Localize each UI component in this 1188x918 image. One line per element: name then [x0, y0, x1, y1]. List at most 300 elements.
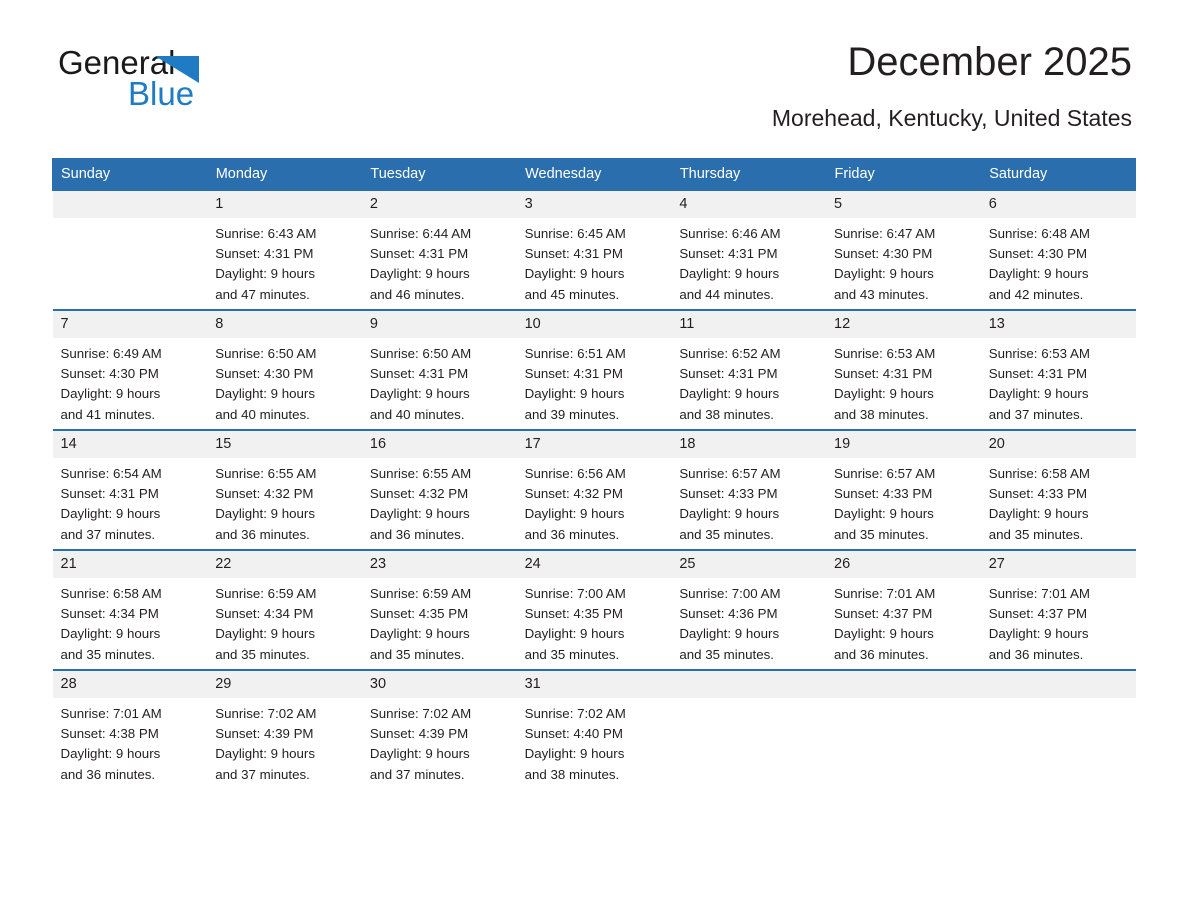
- daylight-text: Daylight: 9 hours: [679, 506, 780, 522]
- sunset-text: Sunset: 4:34 PM: [60, 606, 159, 622]
- day-cell-inner: [826, 311, 981, 429]
- daylight-text: Daylight: 9 hours: [834, 266, 934, 282]
- daylight-text: Daylight: 9 hours: [369, 266, 470, 282]
- calendar-weekday-header: [53, 159, 1136, 191]
- daylight-text: Daylight: 9 hours: [215, 626, 315, 642]
- day-sun-info: [981, 578, 1136, 665]
- calendar-day-cell[interactable]: [362, 430, 517, 550]
- day-number-band: [981, 671, 1136, 698]
- day-number: 10: [524, 316, 541, 332]
- day-cell-inner: [671, 431, 826, 549]
- day-number-band: [826, 671, 981, 698]
- sunset-text: Sunset: 4:39 PM: [369, 726, 469, 742]
- day-number-band: [517, 551, 672, 578]
- day-sun-info: [826, 578, 981, 665]
- day-sun-info: [207, 458, 362, 545]
- sunrise-text: Sunrise: 7:01 AM: [834, 586, 936, 601]
- day-number-band: [671, 311, 826, 338]
- daylight-text-cont: and 35 minutes.: [369, 646, 465, 662]
- calendar-day-cell[interactable]: [981, 310, 1136, 430]
- day-sun-info: [53, 698, 208, 785]
- daylight-text-cont: and 35 minutes.: [524, 646, 620, 662]
- calendar-empty-cell: [826, 670, 981, 789]
- sunset-text: Sunset: 4:30 PM: [988, 246, 1088, 262]
- daylight-text: Daylight: 9 hours: [215, 746, 315, 762]
- day-cell-inner: [517, 671, 672, 789]
- day-number: [981, 671, 1136, 676]
- day-cell-inner: [826, 431, 981, 549]
- blue-triangle-flag-icon: [155, 56, 199, 83]
- day-number: 27: [988, 556, 1005, 572]
- day-number: 8: [215, 316, 224, 332]
- day-sun-info: [517, 698, 672, 785]
- daylight-text: Daylight: 9 hours: [60, 386, 161, 402]
- sunset-text: Sunset: 4:30 PM: [60, 366, 159, 382]
- sunset-text: Sunset: 4:30 PM: [834, 246, 933, 262]
- sunset-text: Sunset: 4:33 PM: [988, 486, 1088, 502]
- day-sun-info: [517, 578, 672, 665]
- sunrise-text: Sunrise: 6:43 AM: [215, 226, 317, 241]
- day-sun-info: [981, 218, 1136, 305]
- day-sun-info: [362, 458, 517, 545]
- day-number-band: [826, 431, 981, 458]
- calendar-day-cell[interactable]: [53, 430, 208, 550]
- daylight-text-cont: and 42 minutes.: [988, 286, 1084, 302]
- daylight-text-cont: and 41 minutes.: [60, 406, 156, 422]
- sunrise-text: Sunrise: 6:51 AM: [524, 346, 626, 361]
- daylight-text: Daylight: 9 hours: [988, 266, 1089, 282]
- sunrise-text: Sunrise: 6:46 AM: [679, 226, 781, 241]
- day-cell-inner: [826, 551, 981, 669]
- day-number: 17: [524, 436, 541, 452]
- sunrise-text: Sunrise: 6:53 AM: [834, 346, 936, 361]
- day-number: 3: [524, 196, 533, 212]
- daylight-text: Daylight: 9 hours: [524, 266, 625, 282]
- day-cell-inner: [671, 551, 826, 669]
- daylight-text-cont: and 38 minutes.: [679, 406, 774, 422]
- day-number: 18: [679, 436, 696, 452]
- calendar-day-cell[interactable]: [517, 190, 672, 310]
- sunset-text: Sunset: 4:31 PM: [679, 246, 778, 262]
- daylight-text-cont: and 35 minutes.: [834, 526, 929, 542]
- day-sun-info: [53, 578, 208, 665]
- day-number: 9: [369, 316, 378, 332]
- day-number-band: [981, 431, 1136, 458]
- sunrise-text: Sunrise: 6:47 AM: [834, 226, 936, 241]
- day-sun-info: [671, 218, 826, 305]
- day-cell-inner: [671, 311, 826, 429]
- day-number: 1: [215, 196, 224, 212]
- calendar-empty-cell: [981, 670, 1136, 789]
- sunset-text: Sunset: 4:31 PM: [524, 366, 623, 382]
- daylight-text: Daylight: 9 hours: [988, 626, 1089, 642]
- daylight-text-cont: and 36 minutes.: [215, 526, 310, 542]
- day-sun-info: [826, 458, 981, 545]
- daylight-text: Daylight: 9 hours: [524, 386, 625, 402]
- sunrise-text: Sunrise: 6:57 AM: [834, 466, 936, 481]
- day-number-band: [207, 551, 362, 578]
- calendar-day-cell[interactable]: [826, 190, 981, 310]
- daylight-text-cont: and 37 minutes.: [988, 406, 1084, 422]
- day-number: [671, 671, 826, 676]
- daylight-text-cont: and 36 minutes.: [60, 766, 156, 782]
- daylight-text: Daylight: 9 hours: [834, 506, 934, 522]
- daylight-text-cont: and 46 minutes.: [369, 286, 465, 302]
- sunrise-text: Sunrise: 7:01 AM: [988, 586, 1090, 601]
- daylight-text-cont: and 37 minutes.: [369, 766, 465, 782]
- calendar-week-row: [53, 190, 1136, 310]
- day-number-band: [53, 671, 208, 698]
- day-number-band: [517, 311, 672, 338]
- sunrise-text: Sunrise: 6:50 AM: [369, 346, 472, 361]
- day-sun-info: [826, 338, 981, 425]
- weekday-thursday: Thursday: [671, 159, 826, 191]
- sunrise-text: Sunrise: 7:02 AM: [369, 706, 472, 721]
- day-cell-inner: [362, 671, 517, 789]
- day-sun-info: [53, 338, 208, 425]
- sunset-text: Sunset: 4:31 PM: [524, 246, 623, 262]
- day-cell-inner: [53, 191, 208, 309]
- day-number-band: [362, 551, 517, 578]
- sunrise-text: Sunrise: 6:56 AM: [524, 466, 626, 481]
- calendar-day-cell[interactable]: [981, 190, 1136, 310]
- calendar-week-row: [53, 430, 1136, 550]
- calendar-day-cell[interactable]: [362, 670, 517, 789]
- daylight-text: Daylight: 9 hours: [679, 386, 780, 402]
- day-number: 30: [369, 676, 387, 692]
- sunrise-text: Sunrise: 6:54 AM: [60, 466, 162, 481]
- sunrise-text: Sunrise: 6:59 AM: [215, 586, 317, 601]
- calendar-day-cell[interactable]: [517, 430, 672, 550]
- calendar-day-cell[interactable]: [826, 310, 981, 430]
- daylight-text: Daylight: 9 hours: [60, 746, 161, 762]
- sunrise-text: Sunrise: 6:58 AM: [60, 586, 162, 601]
- day-cell-inner: [517, 551, 672, 669]
- day-number: 6: [988, 196, 997, 212]
- daylight-text: Daylight: 9 hours: [988, 506, 1089, 522]
- calendar-day-cell[interactable]: [53, 550, 208, 670]
- daylight-text-cont: and 35 minutes.: [988, 526, 1084, 542]
- sunset-text: Sunset: 4:31 PM: [369, 366, 469, 382]
- day-sun-info: [517, 458, 672, 545]
- day-sun-info: [362, 698, 517, 785]
- day-number-band: [671, 671, 826, 698]
- day-number: 2: [369, 196, 378, 212]
- calendar-day-cell[interactable]: [517, 550, 672, 670]
- sunset-text: Sunset: 4:36 PM: [679, 606, 778, 622]
- day-cell-inner: [362, 551, 517, 669]
- sunset-text: Sunset: 4:33 PM: [834, 486, 933, 502]
- sunrise-text: Sunrise: 6:44 AM: [369, 226, 472, 241]
- day-number-band: [53, 311, 208, 338]
- day-number-band: [671, 551, 826, 578]
- sunrise-text: Sunrise: 6:57 AM: [679, 466, 781, 481]
- logo-text-blue: Blue: [128, 75, 195, 112]
- calendar-day-cell[interactable]: [207, 190, 362, 310]
- day-number-band: [517, 191, 672, 218]
- daylight-text-cont: and 36 minutes.: [834, 646, 929, 662]
- weekday-monday: Monday: [207, 159, 362, 191]
- daylight-text-cont: and 36 minutes.: [988, 646, 1084, 662]
- weekday-sunday: Sunday: [53, 159, 208, 191]
- day-number: 13: [988, 316, 1005, 332]
- daylight-text-cont: and 45 minutes.: [524, 286, 620, 302]
- sunrise-text: Sunrise: 6:49 AM: [60, 346, 162, 361]
- day-number: 26: [834, 556, 851, 572]
- calendar-day-cell[interactable]: [826, 550, 981, 670]
- daylight-text: Daylight: 9 hours: [834, 386, 934, 402]
- calendar-day-cell[interactable]: [671, 310, 826, 430]
- calendar-day-cell[interactable]: [671, 550, 826, 670]
- weekday-friday: Friday: [826, 159, 981, 191]
- daylight-text: Daylight: 9 hours: [679, 266, 780, 282]
- day-number-band: [53, 551, 208, 578]
- sunset-text: Sunset: 4:35 PM: [524, 606, 623, 622]
- day-sun-info: [362, 218, 517, 305]
- day-cell-inner: [362, 431, 517, 549]
- daylight-text-cont: and 35 minutes.: [215, 646, 310, 662]
- daylight-text: Daylight: 9 hours: [369, 746, 470, 762]
- daylight-text: Daylight: 9 hours: [524, 746, 625, 762]
- day-sun-info: [981, 458, 1136, 545]
- calendar-day-cell[interactable]: [207, 550, 362, 670]
- day-number: [826, 671, 981, 676]
- calendar-week-row: [53, 670, 1136, 789]
- day-cell-inner: [207, 191, 362, 309]
- sunset-text: Sunset: 4:35 PM: [369, 606, 469, 622]
- daylight-text: Daylight: 9 hours: [834, 626, 934, 642]
- sunrise-text: Sunrise: 7:01 AM: [60, 706, 162, 721]
- daylight-text-cont: and 37 minutes.: [215, 766, 310, 782]
- day-number-band: [826, 551, 981, 578]
- sunset-text: Sunset: 4:31 PM: [679, 366, 778, 382]
- day-cell-inner: [671, 671, 826, 789]
- sunrise-text: Sunrise: 7:02 AM: [215, 706, 317, 721]
- daylight-text-cont: and 36 minutes.: [369, 526, 465, 542]
- day-number-band: [826, 311, 981, 338]
- daylight-text-cont: and 43 minutes.: [834, 286, 929, 302]
- day-cell-inner: [826, 671, 981, 789]
- daylight-text: Daylight: 9 hours: [215, 266, 315, 282]
- day-number: 28: [60, 676, 77, 692]
- day-cell-inner: [207, 431, 362, 549]
- day-number: 23: [369, 556, 387, 572]
- day-cell-inner: [207, 551, 362, 669]
- calendar-week-row: [53, 310, 1136, 430]
- sunset-text: Sunset: 4:37 PM: [834, 606, 933, 622]
- day-number-band: [362, 671, 517, 698]
- daylight-text: Daylight: 9 hours: [988, 386, 1089, 402]
- day-cell-inner: [362, 191, 517, 309]
- day-cell-inner: [362, 311, 517, 429]
- day-number: 29: [215, 676, 232, 692]
- day-number-band: [207, 311, 362, 338]
- sunrise-text: Sunrise: 7:02 AM: [524, 706, 626, 721]
- day-cell-inner: [207, 311, 362, 429]
- sunrise-text: Sunrise: 6:50 AM: [215, 346, 317, 361]
- day-number-band: [981, 551, 1136, 578]
- day-number: 19: [834, 436, 851, 452]
- logo-text-general: General: [58, 44, 176, 81]
- day-cell-inner: [981, 311, 1136, 429]
- sunset-text: Sunset: 4:39 PM: [215, 726, 314, 742]
- calendar-day-cell[interactable]: [207, 430, 362, 550]
- sunset-text: Sunset: 4:32 PM: [524, 486, 623, 502]
- sunset-text: Sunset: 4:40 PM: [524, 726, 623, 742]
- calendar-day-cell[interactable]: [53, 310, 208, 430]
- day-number: 22: [215, 556, 232, 572]
- day-number-band: [362, 431, 517, 458]
- day-sun-info: [362, 578, 517, 665]
- daylight-text-cont: and 38 minutes.: [834, 406, 929, 422]
- generalblue-logo: [58, 46, 318, 112]
- day-number-band: [981, 191, 1136, 218]
- daylight-text: Daylight: 9 hours: [215, 386, 315, 402]
- sunrise-text: Sunrise: 7:00 AM: [679, 586, 781, 601]
- sunset-text: Sunset: 4:38 PM: [60, 726, 159, 742]
- day-number: 31: [524, 676, 541, 692]
- calendar-day-cell[interactable]: [826, 430, 981, 550]
- day-cell-inner: [671, 191, 826, 309]
- day-number-band: [53, 431, 208, 458]
- day-sun-info: [207, 338, 362, 425]
- day-cell-inner: [53, 431, 208, 549]
- day-sun-info: [207, 578, 362, 665]
- day-sun-info: [517, 218, 672, 305]
- calendar-day-cell[interactable]: [517, 670, 672, 789]
- day-sun-info: [671, 578, 826, 665]
- weekday-tuesday: Tuesday: [362, 159, 517, 191]
- day-number: 15: [215, 436, 232, 452]
- calendar-day-cell[interactable]: [671, 430, 826, 550]
- sunrise-text: Sunrise: 7:00 AM: [524, 586, 626, 601]
- day-number-band: [517, 431, 672, 458]
- daylight-text-cont: and 38 minutes.: [524, 766, 620, 782]
- daylight-text: Daylight: 9 hours: [60, 626, 161, 642]
- sunrise-text: Sunrise: 6:59 AM: [369, 586, 472, 601]
- day-cell-inner: [517, 431, 672, 549]
- daylight-text-cont: and 35 minutes.: [60, 646, 156, 662]
- sunset-text: Sunset: 4:31 PM: [834, 366, 933, 382]
- calendar-table: [52, 158, 1136, 789]
- page-title: December 2025: [847, 40, 1132, 84]
- calendar-empty-cell: [53, 190, 208, 310]
- sunset-text: Sunset: 4:33 PM: [679, 486, 778, 502]
- sunset-text: Sunset: 4:30 PM: [215, 366, 314, 382]
- day-number-band: [207, 191, 362, 218]
- daylight-text-cont: and 36 minutes.: [524, 526, 620, 542]
- day-cell-inner: [53, 311, 208, 429]
- day-number-band: [671, 431, 826, 458]
- day-number-band: [517, 671, 672, 698]
- calendar-day-cell[interactable]: [362, 550, 517, 670]
- day-number: 5: [834, 196, 843, 212]
- day-cell-inner: [53, 671, 208, 789]
- day-number: 20: [988, 436, 1005, 452]
- calendar-week-row: [53, 550, 1136, 670]
- sunrise-text: Sunrise: 6:52 AM: [679, 346, 781, 361]
- daylight-text: Daylight: 9 hours: [524, 506, 625, 522]
- day-sun-info: [362, 338, 517, 425]
- daylight-text-cont: and 40 minutes.: [215, 406, 310, 422]
- day-number: 4: [679, 196, 688, 212]
- day-number: 21: [60, 556, 77, 572]
- day-number: [53, 191, 208, 196]
- day-cell-inner: [53, 551, 208, 669]
- calendar-day-cell[interactable]: [671, 190, 826, 310]
- day-sun-info: [671, 338, 826, 425]
- day-number: 25: [679, 556, 696, 572]
- day-number: 12: [834, 316, 851, 332]
- day-number-band: [207, 431, 362, 458]
- daylight-text-cont: and 39 minutes.: [524, 406, 620, 422]
- day-cell-inner: [981, 551, 1136, 669]
- calendar-day-cell[interactable]: [362, 310, 517, 430]
- sunrise-text: Sunrise: 6:45 AM: [524, 226, 626, 241]
- sunrise-text: Sunrise: 6:55 AM: [369, 466, 472, 481]
- daylight-text: Daylight: 9 hours: [215, 506, 315, 522]
- daylight-text-cont: and 40 minutes.: [369, 406, 465, 422]
- calendar-day-cell[interactable]: [981, 550, 1136, 670]
- daylight-text-cont: and 35 minutes.: [679, 646, 774, 662]
- day-number-band: [671, 191, 826, 218]
- sunrise-text: Sunrise: 6:55 AM: [215, 466, 317, 481]
- sunset-text: Sunset: 4:32 PM: [369, 486, 469, 502]
- day-cell-inner: [981, 671, 1136, 789]
- day-number-band: [826, 191, 981, 218]
- day-cell-inner: [517, 191, 672, 309]
- daylight-text: Daylight: 9 hours: [369, 626, 470, 642]
- daylight-text: Daylight: 9 hours: [369, 506, 470, 522]
- sunset-text: Sunset: 4:31 PM: [369, 246, 469, 262]
- daylight-text: Daylight: 9 hours: [60, 506, 161, 522]
- calendar-day-cell[interactable]: [207, 670, 362, 789]
- sunset-text: Sunset: 4:32 PM: [215, 486, 314, 502]
- calendar-day-cell[interactable]: [517, 310, 672, 430]
- sunset-text: Sunset: 4:34 PM: [215, 606, 314, 622]
- day-cell-inner: [207, 671, 362, 789]
- calendar-day-cell[interactable]: [53, 670, 208, 789]
- daylight-text-cont: and 35 minutes.: [679, 526, 774, 542]
- weekday-wednesday: Wednesday: [517, 159, 672, 191]
- calendar-body: [53, 190, 1136, 789]
- day-number: 24: [524, 556, 541, 572]
- daylight-text-cont: and 47 minutes.: [215, 286, 310, 302]
- day-sun-info: [207, 698, 362, 785]
- calendar-day-cell[interactable]: [207, 310, 362, 430]
- sunset-text: Sunset: 4:31 PM: [60, 486, 159, 502]
- sunset-text: Sunset: 4:31 PM: [215, 246, 314, 262]
- sunrise-text: Sunrise: 6:48 AM: [988, 226, 1090, 241]
- day-number-band: [53, 191, 208, 218]
- calendar-empty-cell: [671, 670, 826, 789]
- day-number-band: [981, 311, 1136, 338]
- day-number: 7: [60, 316, 69, 332]
- daylight-text-cont: and 44 minutes.: [679, 286, 774, 302]
- calendar-day-cell[interactable]: [362, 190, 517, 310]
- day-sun-info: [517, 338, 672, 425]
- sunrise-text: Sunrise: 6:53 AM: [988, 346, 1090, 361]
- day-number-band: [362, 191, 517, 218]
- day-sun-info: [53, 458, 208, 545]
- day-number-band: [362, 311, 517, 338]
- sunset-text: Sunset: 4:31 PM: [988, 366, 1088, 382]
- daylight-text: Daylight: 9 hours: [369, 386, 470, 402]
- weekday-saturday: Saturday: [981, 159, 1136, 191]
- day-cell-inner: [517, 311, 672, 429]
- calendar-day-cell[interactable]: [981, 430, 1136, 550]
- day-sun-info: [671, 458, 826, 545]
